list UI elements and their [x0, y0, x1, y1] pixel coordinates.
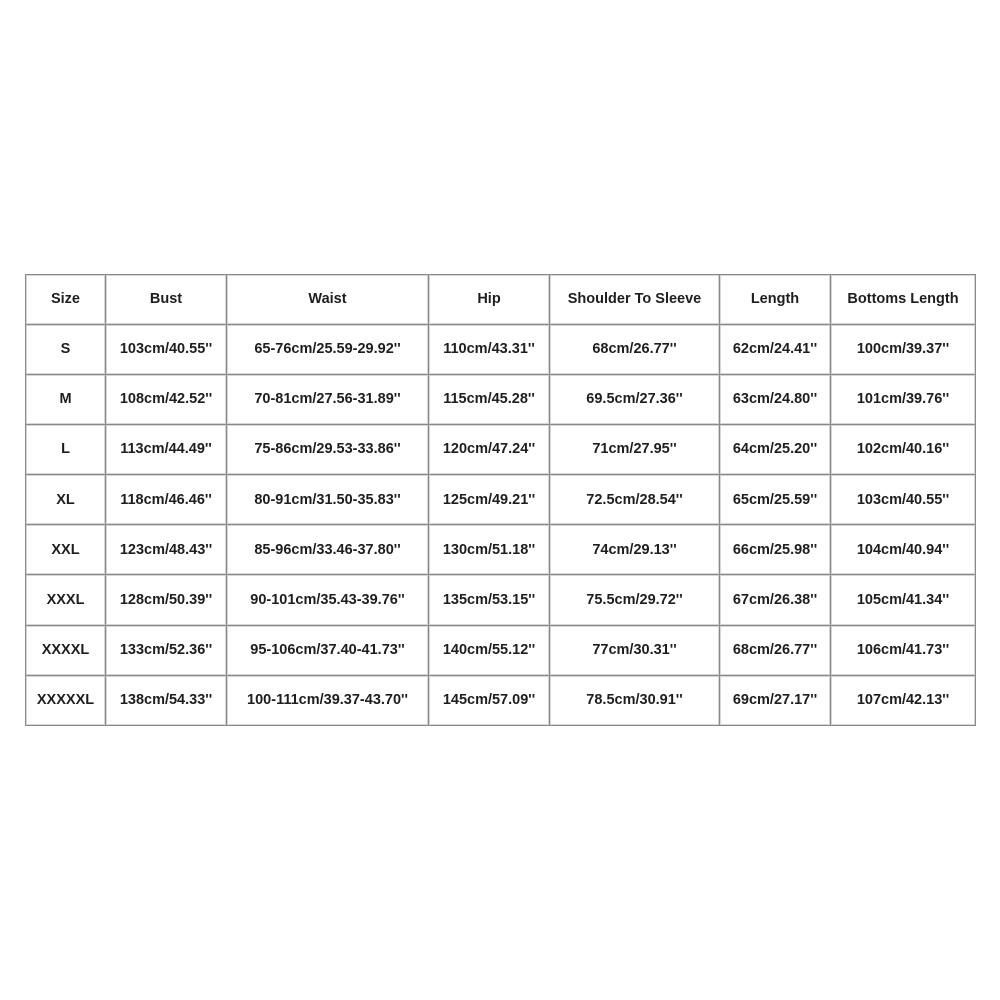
cell-bust: 108cm/42.52'' [106, 375, 227, 425]
cell-size: XXXXL [26, 626, 106, 676]
cell-hip: 125cm/49.21'' [429, 475, 550, 525]
cell-length: 67cm/26.38'' [720, 575, 831, 625]
header-waist: Waist [227, 275, 429, 325]
cell-length: 65cm/25.59'' [720, 475, 831, 525]
cell-shoulder-to-sleeve: 71cm/27.95'' [550, 425, 720, 475]
cell-waist: 75-86cm/29.53-33.86'' [227, 425, 429, 475]
cell-bust: 128cm/50.39'' [106, 575, 227, 625]
cell-hip: 135cm/53.15'' [429, 575, 550, 625]
header-bust: Bust [106, 275, 227, 325]
cell-bottoms-length: 103cm/40.55'' [831, 475, 976, 525]
header-row [26, 275, 976, 325]
cell-size: L [26, 425, 106, 475]
cell-size: S [26, 325, 106, 375]
cell-waist: 85-96cm/33.46-37.80'' [227, 525, 429, 575]
cell-bottoms-length: 107cm/42.13'' [831, 676, 976, 726]
cell-length: 69cm/27.17'' [720, 676, 831, 726]
cell-length: 68cm/26.77'' [720, 626, 831, 676]
cell-waist: 80-91cm/31.50-35.83'' [227, 475, 429, 525]
cell-waist: 100-111cm/39.37-43.70'' [227, 676, 429, 726]
header-shoulder-to-sleeve: Shoulder To Sleeve [550, 275, 720, 325]
cell-bust: 133cm/52.36'' [106, 626, 227, 676]
cell-hip: 140cm/55.12'' [429, 626, 550, 676]
cell-hip: 120cm/47.24'' [429, 425, 550, 475]
cell-shoulder-to-sleeve: 77cm/30.31'' [550, 626, 720, 676]
cell-hip: 130cm/51.18'' [429, 525, 550, 575]
header-bottoms-length: Bottoms Length [831, 275, 976, 325]
cell-bottoms-length: 102cm/40.16'' [831, 425, 976, 475]
table-row [26, 475, 976, 525]
table-row [26, 425, 976, 475]
size-chart-body [26, 325, 976, 727]
cell-waist: 90-101cm/35.43-39.76'' [227, 575, 429, 625]
cell-waist: 65-76cm/25.59-29.92'' [227, 325, 429, 375]
cell-waist: 70-81cm/27.56-31.89'' [227, 375, 429, 425]
header-length: Length [720, 275, 831, 325]
cell-size: XXL [26, 525, 106, 575]
size-chart-header [26, 275, 976, 325]
cell-size: M [26, 375, 106, 425]
cell-bust: 118cm/46.46'' [106, 475, 227, 525]
cell-length: 64cm/25.20'' [720, 425, 831, 475]
cell-shoulder-to-sleeve: 72.5cm/28.54'' [550, 475, 720, 525]
cell-hip: 110cm/43.31'' [429, 325, 550, 375]
table-row [26, 676, 976, 726]
size-chart-table [25, 274, 976, 726]
cell-bottoms-length: 106cm/41.73'' [831, 626, 976, 676]
cell-shoulder-to-sleeve: 68cm/26.77'' [550, 325, 720, 375]
cell-bottoms-length: 100cm/39.37'' [831, 325, 976, 375]
cell-size: XXXL [26, 575, 106, 625]
cell-shoulder-to-sleeve: 74cm/29.13'' [550, 525, 720, 575]
table-row [26, 325, 976, 375]
table-row [26, 525, 976, 575]
header-hip: Hip [429, 275, 550, 325]
table-row [26, 375, 976, 425]
cell-length: 63cm/24.80'' [720, 375, 831, 425]
cell-bust: 123cm/48.43'' [106, 525, 227, 575]
cell-bottoms-length: 105cm/41.34'' [831, 575, 976, 625]
cell-size: XXXXXL [26, 676, 106, 726]
cell-bust: 113cm/44.49'' [106, 425, 227, 475]
table-row [26, 575, 976, 625]
cell-bust: 103cm/40.55'' [106, 325, 227, 375]
cell-size: XL [26, 475, 106, 525]
cell-hip: 145cm/57.09'' [429, 676, 550, 726]
cell-bottoms-length: 101cm/39.76'' [831, 375, 976, 425]
table-row [26, 626, 976, 676]
cell-bust: 138cm/54.33'' [106, 676, 227, 726]
cell-length: 62cm/24.41'' [720, 325, 831, 375]
cell-shoulder-to-sleeve: 75.5cm/29.72'' [550, 575, 720, 625]
cell-bottoms-length: 104cm/40.94'' [831, 525, 976, 575]
cell-length: 66cm/25.98'' [720, 525, 831, 575]
cell-shoulder-to-sleeve: 78.5cm/30.91'' [550, 676, 720, 726]
cell-waist: 95-106cm/37.40-41.73'' [227, 626, 429, 676]
cell-hip: 115cm/45.28'' [429, 375, 550, 425]
header-size: Size [26, 275, 106, 325]
cell-shoulder-to-sleeve: 69.5cm/27.36'' [550, 375, 720, 425]
